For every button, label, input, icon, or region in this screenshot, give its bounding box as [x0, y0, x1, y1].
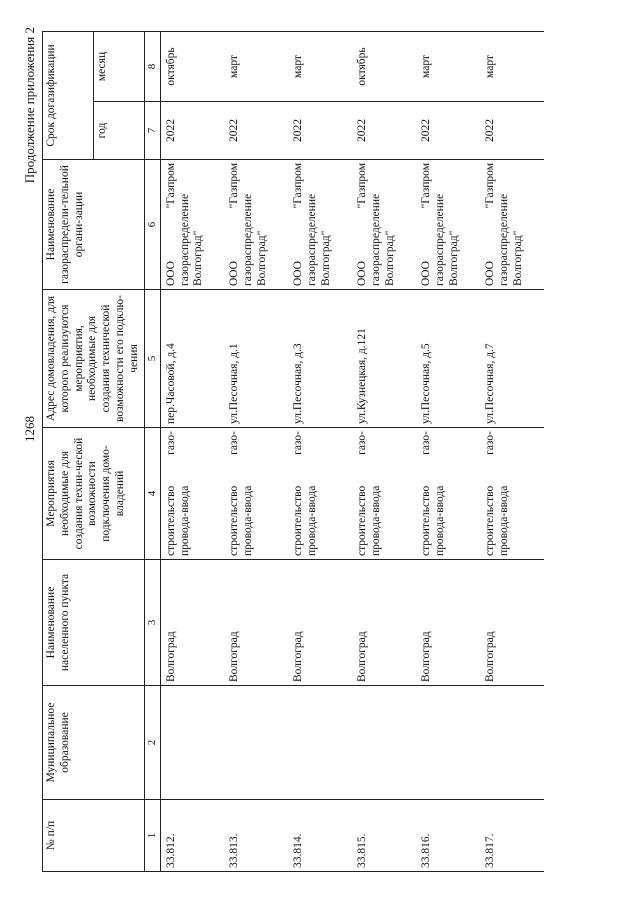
- row-month: октябрь: [160, 32, 224, 102]
- header-settlement: Наименование населенного пункта: [43, 560, 145, 686]
- header-row: [43, 32, 94, 872]
- row-measures: строительство газо-провода-ввода: [224, 428, 288, 560]
- row-year: 2022: [224, 102, 288, 160]
- row-settlement: Волгоград: [352, 560, 416, 686]
- row-municipality: [160, 686, 224, 800]
- row-settlement: Волгоград: [416, 560, 480, 686]
- column-number: 4: [144, 428, 160, 560]
- column-number: 2: [144, 686, 160, 800]
- row-measures: строительство газо-провода-ввода: [288, 428, 352, 560]
- row-year: 2022: [288, 102, 352, 160]
- row-measures: строительство газо-провода-ввода: [480, 428, 544, 560]
- row-num: 33.813.: [224, 800, 288, 872]
- header-measures: Мероприятия необходимые для создания техни-ческой возможности подключения домо-владений: [43, 428, 145, 560]
- column-number: 7: [144, 102, 160, 160]
- row-org: ООО "Газпром газораспределение Волгоград": [288, 160, 352, 290]
- row-num: 33.812.: [160, 800, 224, 872]
- header-municipality: Муниципальное образование: [43, 686, 145, 800]
- header-month: месяц: [93, 32, 144, 102]
- row-year: 2022: [480, 102, 544, 160]
- row-municipality: [480, 686, 544, 800]
- row-settlement: Волгоград: [480, 560, 544, 686]
- row-settlement: Волгоград: [160, 560, 224, 686]
- row-municipality: [416, 686, 480, 800]
- header-year: год: [93, 102, 144, 160]
- column-number: 6: [144, 160, 160, 290]
- column-number-row: [144, 32, 160, 872]
- row-year: 2022: [416, 102, 480, 160]
- row-year: 2022: [160, 102, 224, 160]
- row-month: март: [288, 32, 352, 102]
- table-row: [352, 32, 416, 872]
- row-address: ул.Песочная, д.7: [480, 290, 544, 428]
- row-address: пер.Часовой, д.4: [160, 290, 224, 428]
- row-address: ул.Песочная, д.1: [224, 290, 288, 428]
- row-measures: строительство газо-провода-ввода: [416, 428, 480, 560]
- row-municipality: [352, 686, 416, 800]
- row-month: март: [416, 32, 480, 102]
- table-row: [224, 32, 288, 872]
- row-address: ул.Кузнецкая, д.121: [352, 290, 416, 428]
- table-row: [480, 32, 544, 872]
- row-org: ООО "Газпром газораспределение Волгоград": [416, 160, 480, 290]
- row-num: 33.814.: [288, 800, 352, 872]
- row-num: 33.816.: [416, 800, 480, 872]
- gasification-table: [42, 31, 544, 872]
- row-measures: строительство газо-провода-ввода: [352, 428, 416, 560]
- header-deadline: Срок догазификации: [43, 32, 94, 160]
- rotated-document-page: [20, 27, 620, 872]
- row-municipality: [288, 686, 352, 800]
- row-org: ООО "Газпром газораспределение Волгоград": [352, 160, 416, 290]
- table-row: [160, 32, 224, 872]
- table-row: [288, 32, 352, 872]
- appendix-caption: Продолжение приложения 2: [22, 27, 37, 184]
- row-month: март: [480, 32, 544, 102]
- row-address: ул.Песочная, д.5: [416, 290, 480, 428]
- row-settlement: Волгоград: [224, 560, 288, 686]
- row-address: ул.Песочная, д.3: [288, 290, 352, 428]
- row-year: 2022: [352, 102, 416, 160]
- column-number: 1: [144, 800, 160, 872]
- row-org: ООО "Газпром газораспределение Волгоград": [160, 160, 224, 290]
- row-measures: строительство газо-провода-ввода: [160, 428, 224, 560]
- row-month: октябрь: [352, 32, 416, 102]
- row-settlement: Волгоград: [288, 560, 352, 686]
- row-org: ООО "Газпром газораспределение Волгоград": [480, 160, 544, 290]
- column-number: 8: [144, 32, 160, 102]
- page-number: 1268: [22, 416, 37, 442]
- row-num: 33.815.: [352, 800, 416, 872]
- header-address: Адрес домовладения, для которого реализуются мероприятия, необходимые для создания технической возможности его подклю-чения: [43, 290, 145, 428]
- row-org: ООО "Газпром газораспределение Волгоград": [224, 160, 288, 290]
- header-org: Наименование газораспредели-тельной органи-зации: [43, 160, 145, 290]
- row-month: март: [224, 32, 288, 102]
- column-number: 3: [144, 560, 160, 686]
- row-municipality: [224, 686, 288, 800]
- header-num: № п/п: [43, 800, 145, 872]
- row-num: 33.817.: [480, 800, 544, 872]
- column-number: 5: [144, 290, 160, 428]
- table-row: [416, 32, 480, 872]
